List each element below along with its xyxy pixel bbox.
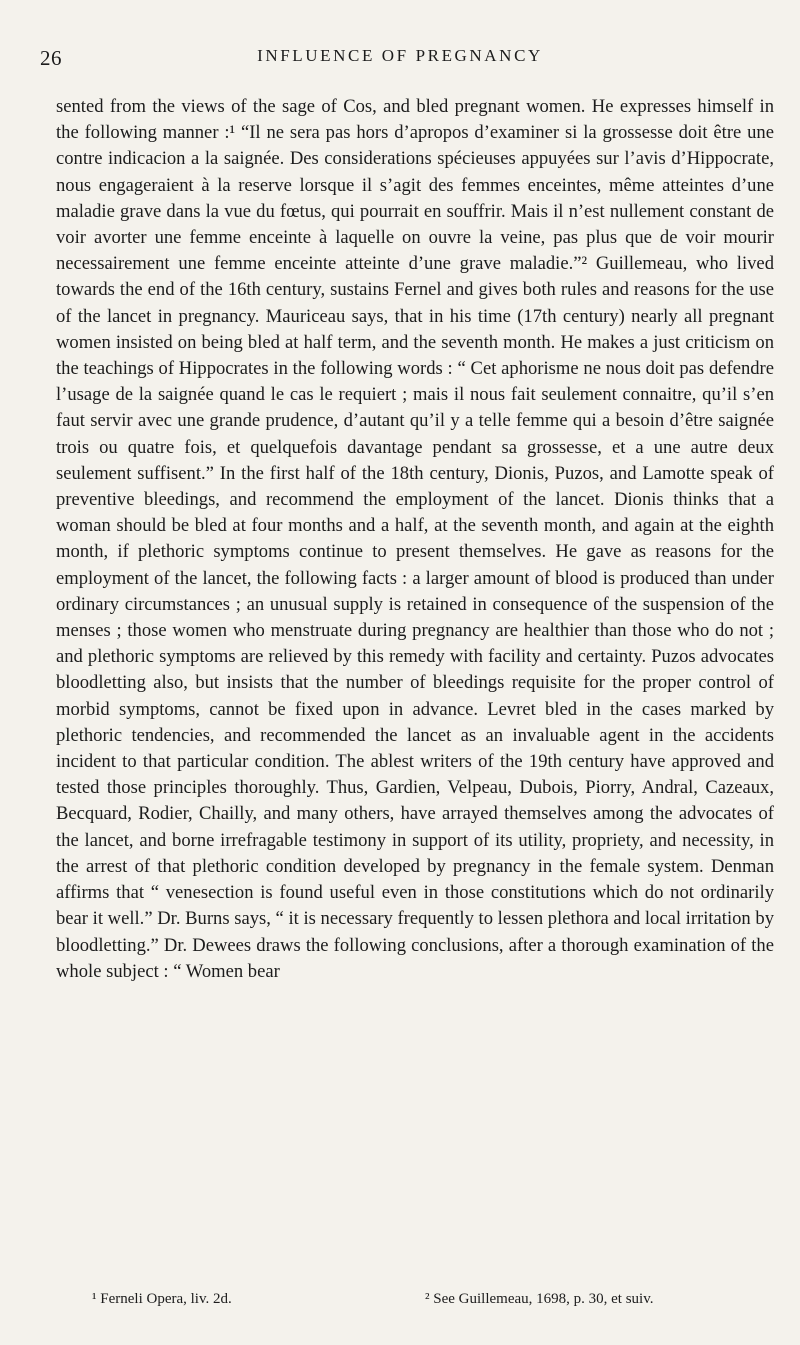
running-title: INFLUENCE OF PREGNANCY: [257, 46, 543, 65]
footnote-2: ² See Guillemeau, 1698, p. 30, et suiv.: [425, 1291, 654, 1307]
running-head: [40, 46, 760, 70]
footnotes: [92, 1291, 774, 1313]
body-text: [56, 94, 774, 985]
paragraph: sented from the views of the sage of Cos, and bled pregnant women. He expresses himself in the following manner :¹ “Il ne sera pas hors d’apropos d’examiner si la grossesse doit être une contre indicacion a la saignée. Des considerations spécieuses appuyées sur l’avis d’Hippocrate, nous engageraient à la reserve lorsque il s’agit des femmes enceintes, même atteintes d’une maladie grave dans la vue du fœtus, qui pourrait en souffrir. Mais il n’est nullement constant de voir avorter une femme enceinte à laquelle on ouvre la veine, pas plus que de voir mourir necessairement une femme enceinte atteinte d’une grave maladie.”² Guillemeau, who lived towards the end of the 16th century, sustains Fernel and gives both rules and reasons for the use of the lancet in pregnancy. Mauriceau says, that in his time (17th century) nearly all pregnant women insisted on being bled at half term, and the seventh month. He makes a just criticism on the teachings of Hippocrates in the following words : “ Cet aphorisme ne nous doit pas defendre l’usage de la saignée quand le cas le requiert ; mais il nous fait seulement connaitre, qu’il s’en faut servir avec une grande prudence, d’autant qu’il y a telle femme qui a besoin d’être saignée trois ou quatre fois, et quelquefois davantage pendant sa grossesse, et a une autre deux seulement suffisent.” In the first half of the 18th century, Dionis, Puzos, and Lamotte speak of preventive bleedings, and recommend the employment of the lancet. Dionis thinks that a woman should be bled at four months and a half, at the seventh month, and again at the eighth month, if plethoric symptoms continue to present themselves. He gave as reasons for the employment of the lancet, the following facts : a larger amount of blood is produced than under ordinary circumstances ; an unusual supply is retained in consequence of the suspension of the menses ; those women who menstruate during pregnancy are healthier than those who do not ; and plethoric symptoms are relieved by this remedy with facility and certainty. Puzos advocates bloodletting also, but insists that the number of bleedings requisite for the proper control of morbid symptoms, cannot be fixed upon in advance. Levret bled in the cases marked by plethoric tendencies, and recommended the lancet as an invaluable agent in the accidents incident to that particular condition. The ablest writers of the 19th century have approved and tested those principles thoroughly. Thus, Gardien, Velpeau, Dubois, Piorry, Andral, Cazeaux, Becquard, Rodier, Chailly, and many others, have arrayed themselves among the advocates of the lancet, and borne irrefragable testimony in support of its utility, propriety, and necessity, in the arrest of that plethoric condition developed by pregnancy in the female system. Denman affirms that “ venesection is found useful even in those constitutions which do not ordinarily bear it well.” Dr. Burns says, “ it is necessary frequently to lessen plethora and local irritation by bloodletting.” Dr. Dewees draws the following conclusions, after a thorough examination of the whole subject : “ Women bear: [56, 96, 774, 982]
page-number: 26: [40, 46, 62, 70]
footnote-1: ¹ Ferneli Opera, liv. 2d.: [92, 1291, 232, 1307]
